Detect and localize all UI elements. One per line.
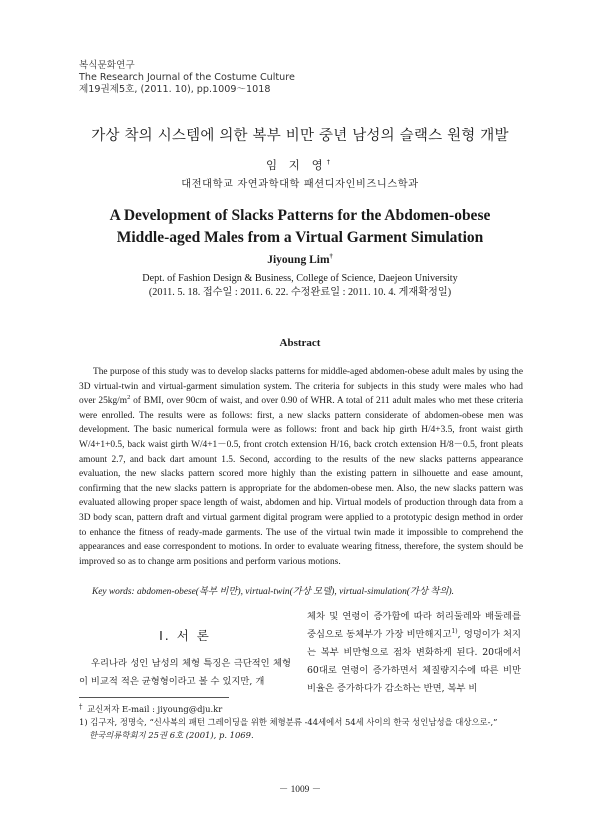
intro-right-text-b: , 엉덩이가 처지는 복부 비만형으로 점차 변화하게 된다. 20대에서 60대로 연령이 증가하면서 체질량지수에 따른 비만비율은 증가하다가 감소하는 반면, 복부 비 (307, 629, 521, 694)
footnote-ref1-line1: 1) 김구자, 정명숙, “신사복의 패턴 그레이딩을 위한 체형분류 -44세에서 54세 사이의 한국 성인남성을 대상으로-,” (79, 717, 498, 727)
intro-right-column (307, 608, 521, 698)
intro-right-paragraph (307, 608, 521, 698)
author-en (0, 254, 600, 266)
section-heading-introduction: Ⅰ. 서 론 (159, 628, 211, 643)
author-mark: † (326, 158, 334, 167)
keywords: Key words: abdomen-obese(복부 비만), virtual-twin(가상 모델), virtual-simulation(가상 착의). (92, 587, 454, 597)
intro-right-text-a: 체차 및 연령이 증가함에 따라 허리둘레와 배둘레를 중심으로 동체부가 가장 비만해지고 (307, 611, 521, 640)
footnote-corresponding (79, 703, 523, 716)
footnote-corresponding-text: 교신저자 E-mail : jiyoung@dju.kr (87, 704, 223, 714)
journal-issue: 제19권제5호, (2011. 10), pp.1009～1018 (79, 84, 271, 95)
page-number: － 1009 － (278, 785, 322, 795)
received-dates: (2011. 5. 18. 접수일 : 2011. 6. 22. 수정완료일 : 2011. 10. 4. 게재확정일) (148, 287, 452, 298)
author-en-mark: † (329, 253, 333, 261)
abstract-text-a: The purpose of this study was to develop slacks patterns for middle-aged abdomen-obese adult males by using the 3D virtual-twin and virtual-garment simulation system. The criteria for subjects in this study were males who had over 25kg/m (79, 367, 523, 407)
intro-left-text: 우리나라 성인 남성의 체형 특징은 극단적인 체형이 비교적 적은 균형형이라고 볼 수 있지만, 개 (79, 658, 291, 687)
author-ko-name: 임 지 영 (266, 158, 327, 172)
footnote-divider (79, 697, 229, 698)
affiliation-ko: 대전대학교 자연과학대학 패션디자인비즈니스학과 (181, 179, 419, 190)
title-ko: 가상 착의 시스템에 의한 복부 비만 중년 남성의 슬랙스 원형 개발 (91, 128, 509, 144)
abstract-text-b: of BMI, over 90cm of waist, and over 0.90 of WHR. A total of 211 adult males who met these criteria were enrolled. The results were as follows: first, a new slacks pattern considerate of abdomen-obese men was development. The basic numerical formula were as follows: front and back hip girth H/4+3.5, front waist girth W/4+1+0.5, back waist girth W/4+1－0.5, front crotch extension H/16, back crotch extension H/8－0.5, front pleats amount 2.7, and back dart amount 1.5. Second, according to the results of the new slacks patterns appearance evaluation, the new slacks pattern scored more highly than the existing pattern in silhouette and ease amount, confirming that the new slacks pattern is appropriate for the abdomen-obese men. Also, the new slacks pattern was evaluated allowing proper space length of waist, abdomen and hip. Virtual models of production through data from a 3D body scan, pattern draft and virtual garment digital program were applied to a prototypic design method in order to enhance the fitness of ready-made garments. The use of the virtual twin made it impossible to comprehend the appearances and ease correspondent to motions. In order to evaluate wearing fitness, therefore, the system should be improved so as to change arm positions and perform various motions. (79, 396, 523, 567)
journal-header (79, 60, 295, 96)
affiliation-en-block (0, 272, 600, 300)
journal-name-en: The Research Journal of the Costume Culture (79, 72, 295, 83)
journal-name-ko: 복식문화연구 (79, 60, 135, 71)
footnotes (79, 703, 523, 742)
abstract-paragraph (79, 365, 523, 569)
abstract-superscript: 2 (127, 394, 131, 402)
author-en-name: Jiyoung Lim (267, 254, 330, 266)
title-en-line2: Middle-aged Males from a Virtual Garment Simulation (116, 229, 484, 246)
intro-left-column (79, 655, 291, 691)
title-en (0, 205, 600, 249)
abstract-body (79, 365, 523, 569)
title-en-line1: A Development of Slacks Patterns for the Abdomen-obese (109, 207, 491, 224)
footnote-mark: † (79, 703, 83, 711)
author-ko (0, 157, 600, 173)
affiliation-en: Dept. of Fashion Design & Business, College of Science, Daejeon University (142, 273, 458, 284)
footnote-ref1-line2: 한국의류학회지 25권 6호 (2001), p. 1069. (89, 730, 254, 740)
abstract-heading: Abstract (279, 337, 321, 349)
footnote-ref-1: 1) (451, 627, 458, 635)
